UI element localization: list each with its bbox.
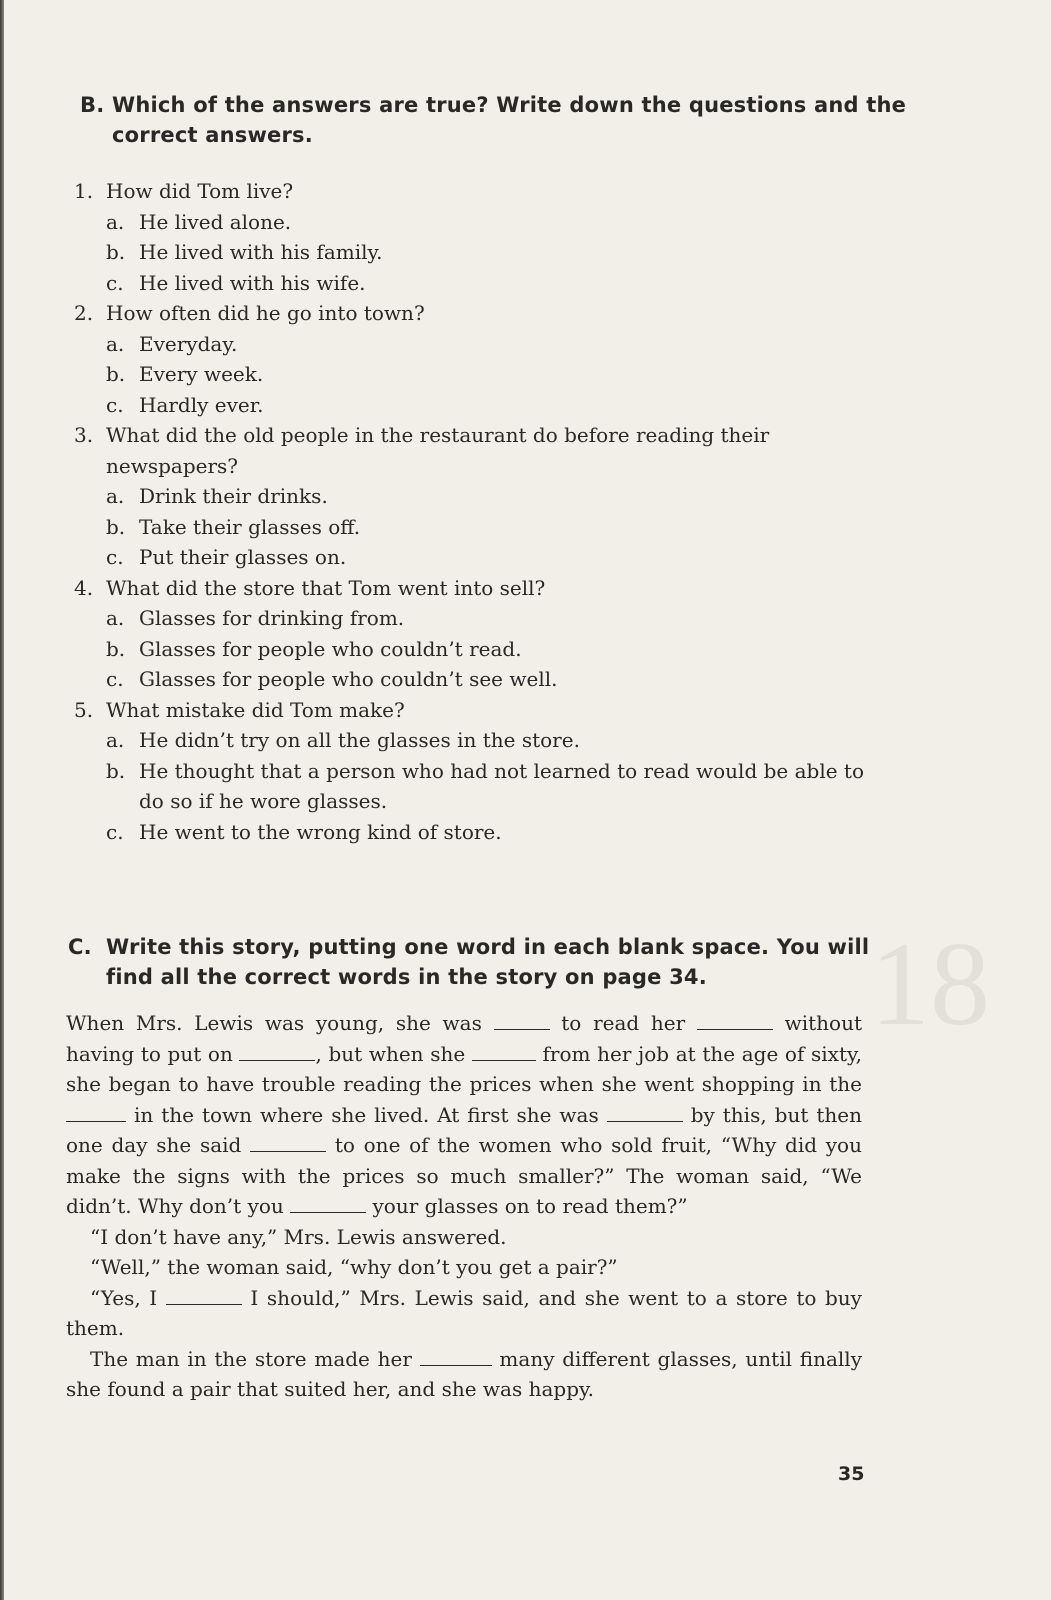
question-number: 4. — [74, 575, 94, 600]
option-letter: b. — [106, 758, 126, 783]
option-letter: a. — [106, 484, 125, 508]
cloze-story — [66, 1008, 862, 1405]
question-item — [74, 573, 874, 604]
answer-option — [74, 634, 874, 665]
option-letter: a. — [106, 209, 125, 234]
section-b-line1: Which of the answers are true? Write down the questions and the — [112, 93, 907, 117]
option-letter: b. — [106, 636, 126, 661]
answer-option — [74, 664, 874, 695]
option-text: Drink their drinks. — [139, 484, 328, 508]
option-text: He lived with his family. — [139, 240, 383, 264]
option-text: He didn’t try on all the glasses in the store. — [139, 728, 580, 752]
story-text: to one of the women who sold fruit, “Why did you make the signs with the prices so much smaller?” The woman said, “We didn’t. Why don’t you — [66, 1133, 862, 1218]
story-text: The man in the store made her — [90, 1346, 420, 1371]
section-c-letter: C. — [68, 935, 92, 959]
story-paragraph — [66, 1222, 862, 1253]
option-text: Glasses for drinking from. — [139, 606, 405, 630]
option-text: Everyday. — [139, 331, 238, 356]
question-list — [74, 176, 874, 847]
option-letter: c. — [106, 270, 124, 295]
option-text: Hardly ever. — [139, 392, 264, 417]
option-letter: c. — [106, 819, 124, 844]
section-b-instructions — [80, 90, 910, 150]
fill-in-blank[interactable] — [420, 1351, 492, 1366]
answer-option — [74, 817, 874, 848]
question-number: 1. — [74, 179, 94, 203]
section-c-instructions — [68, 932, 898, 992]
story-text: in the town where she lived. At first she was — [126, 1102, 607, 1127]
answer-option — [74, 390, 874, 421]
story-text: , but when she — [315, 1041, 472, 1066]
question-item — [74, 695, 874, 726]
option-text: Every week. — [139, 362, 264, 386]
answer-option — [74, 603, 874, 634]
answer-option — [74, 268, 874, 299]
question-item — [74, 420, 874, 481]
story-text: from her job at the age of sixty, she began to have trouble reading the prices when she went shopping in the — [66, 1041, 862, 1096]
fill-in-blank[interactable] — [290, 1198, 366, 1213]
question-number: 5. — [74, 697, 94, 722]
option-text: Put their glasses on. — [139, 545, 347, 569]
option-letter: c. — [106, 667, 124, 691]
question-number: 2. — [74, 301, 94, 325]
question-text: What did the store that Tom went into sell? — [106, 575, 546, 600]
section-c-line1: Write this story, putting one word in each blank space. You will — [106, 935, 870, 959]
binding-edge — [0, 0, 4, 1600]
question-text: What mistake did Tom make? — [106, 697, 405, 722]
option-text: Glasses for people who couldn’t read. — [139, 636, 522, 661]
question-number: 3. — [74, 423, 94, 447]
fill-in-blank[interactable] — [239, 1046, 315, 1061]
story-paragraph — [66, 1283, 862, 1344]
answer-option — [74, 481, 874, 512]
question-item — [74, 298, 874, 329]
fill-in-blank[interactable] — [472, 1046, 536, 1061]
answer-option — [74, 359, 874, 390]
fill-in-blank[interactable] — [66, 1107, 126, 1122]
story-text: without having to put on — [66, 1011, 862, 1066]
option-text: He lived alone. — [139, 209, 292, 234]
story-text: to read her — [549, 1011, 697, 1035]
option-text: He went to the wrong kind of store. — [139, 819, 502, 844]
story-text: When Mrs. Lewis was young, she was — [66, 1011, 494, 1035]
story-text: I should,” Mrs. Lewis said, and she went to a store to buy them. — [66, 1285, 862, 1340]
story-text: by this, but then one day she said — [66, 1102, 862, 1157]
option-letter: a. — [106, 606, 125, 630]
story-text: many different glasses, until finally she found a pair that suited her, and she was happy. — [66, 1346, 862, 1401]
answer-option — [74, 756, 874, 817]
option-letter: c. — [106, 545, 124, 569]
story-paragraph — [66, 1008, 862, 1222]
option-letter: b. — [106, 362, 126, 386]
option-text: Take their glasses off. — [139, 514, 361, 539]
story-text: “I don’t have any,” Mrs. Lewis answered. — [90, 1224, 507, 1249]
question-item — [74, 176, 874, 207]
answer-option — [74, 207, 874, 238]
bleed-through-page-number: 18 — [870, 917, 990, 1050]
question-text: How did Tom live? — [106, 179, 294, 203]
option-letter: b. — [106, 514, 126, 539]
option-text: He lived with his wife. — [139, 270, 366, 295]
question-text: What did the old people in the restaurant do before reading their newspapers? — [106, 423, 770, 478]
answer-option — [74, 329, 874, 360]
fill-in-blank[interactable] — [166, 1290, 242, 1305]
story-text: “Well,” the woman said, “why don’t you get a pair?” — [90, 1255, 618, 1279]
fill-in-blank[interactable] — [607, 1107, 683, 1122]
fill-in-blank[interactable] — [697, 1015, 773, 1030]
story-paragraph — [66, 1344, 862, 1405]
fill-in-blank[interactable] — [494, 1015, 550, 1030]
section-b-line2: correct answers. — [112, 123, 313, 147]
story-paragraph — [66, 1252, 862, 1283]
story-text: “Yes, I — [90, 1285, 166, 1310]
answer-option — [74, 542, 874, 573]
answer-option — [74, 512, 874, 543]
story-text: your glasses on to read them?” — [366, 1194, 688, 1218]
question-text: How often did he go into town? — [106, 301, 425, 325]
section-b-letter: B. — [80, 93, 105, 117]
fill-in-blank[interactable] — [250, 1137, 326, 1152]
section-c-line2: find all the correct words in the story on page 34. — [106, 965, 707, 989]
option-text: Glasses for people who couldn’t see well. — [139, 667, 558, 691]
option-text: He thought that a person who had not learned to read would be able to do so if he wore glasses. — [139, 758, 864, 813]
option-letter: c. — [106, 392, 124, 417]
answer-option — [74, 725, 874, 756]
option-letter: a. — [106, 728, 125, 752]
option-letter: b. — [106, 240, 126, 264]
answer-option — [74, 237, 874, 268]
page-number: 35 — [838, 1463, 865, 1485]
option-letter: a. — [106, 331, 125, 356]
